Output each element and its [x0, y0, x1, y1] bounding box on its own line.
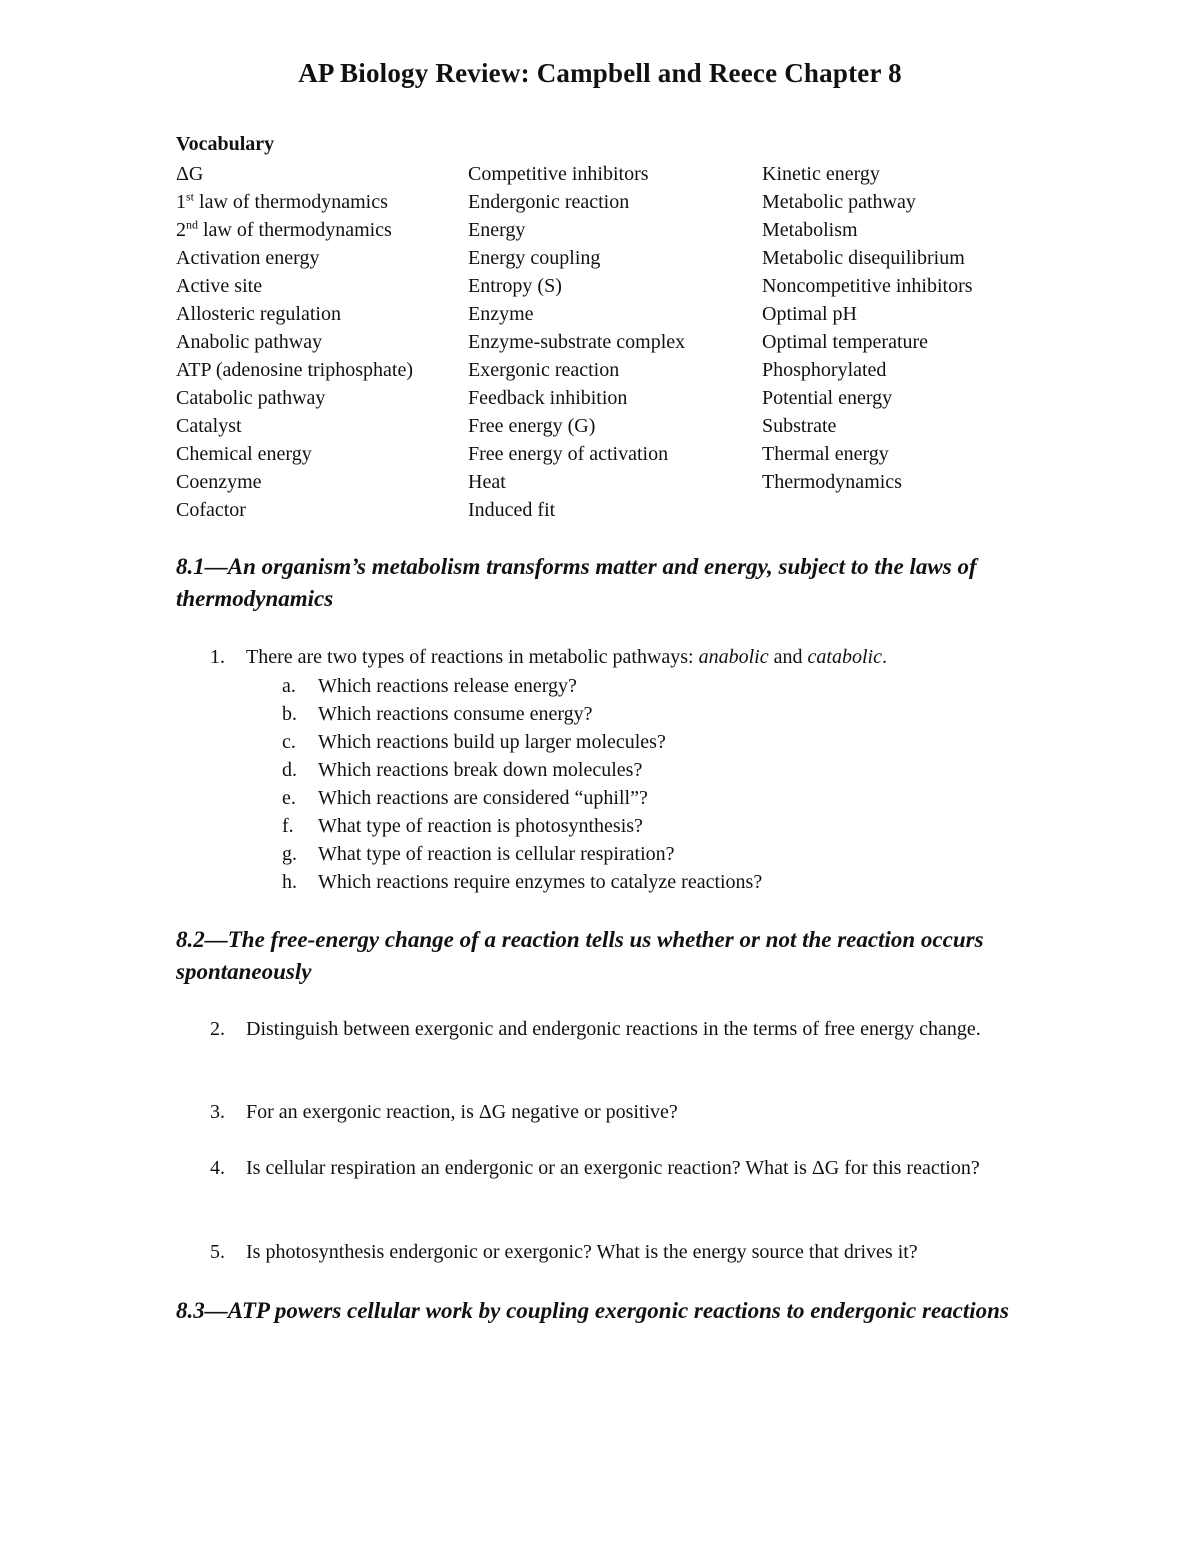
vocab-term: Thermodynamics [762, 471, 902, 493]
vocab-term: Optimal pH [762, 303, 857, 325]
question-2 [210, 1016, 1020, 1043]
question-number: 5. [210, 1241, 225, 1263]
question-5 [210, 1239, 1020, 1266]
vocab-term-first-law: 1st law of thermodynamics [176, 189, 388, 213]
subquestion-d: d. Which reactions break down molecules? [282, 759, 643, 781]
vocab-term: Enzyme [468, 303, 534, 325]
vocab-term: Phosphorylated [762, 359, 887, 381]
section-heading-8-1: 8.1—An organism’s metabolism transforms matter and energy, subject to the laws of thermodynamics [176, 554, 977, 611]
question-text: Distinguish between exergonic and endergonic reactions in the terms of free energy change. [246, 1018, 981, 1040]
section-heading-8-2: 8.2—The free-energy change of a reaction tells us whether or not the reaction occurs spontaneously [176, 927, 984, 984]
subquestion-c: c. Which reactions build up larger molecules? [282, 731, 666, 753]
vocabulary-column-2 [468, 160, 685, 524]
vocab-term-second-law: 2nd law of thermodynamics [176, 217, 392, 241]
vocab-term: Metabolic disequilibrium [762, 247, 965, 269]
vocab-term: Feedback inhibition [468, 387, 628, 409]
vocab-term: Kinetic energy [762, 163, 880, 185]
question-text: There are two types of reactions in metabolic pathways: anabolic and catabolic. [246, 646, 887, 668]
page-title: AP Biology Review: Campbell and Reece Chapter 8 [298, 58, 902, 88]
subquestion-f: f. What type of reaction is photosynthesis? [282, 815, 643, 837]
vocab-term: Competitive inhibitors [468, 163, 649, 185]
vocab-term: Heat [468, 471, 506, 493]
vocab-term: Enzyme-substrate complex [468, 331, 686, 353]
question-1-subquestions [282, 672, 762, 896]
vocab-term: Allosteric regulation [176, 303, 341, 325]
vocab-term: Cofactor [176, 499, 246, 521]
vocabulary-column-1 [176, 160, 413, 524]
vocab-term: Free energy of activation [468, 443, 669, 465]
vocab-term: ATP (adenosine triphosphate) [176, 359, 413, 381]
question-text: Is photosynthesis endergonic or exergonic? What is the energy source that drives it? [246, 1241, 918, 1263]
question-3 [210, 1099, 1020, 1126]
question-number: 3. [210, 1101, 225, 1123]
vocab-term: Potential energy [762, 387, 893, 409]
question-number: 1. [210, 646, 225, 668]
vocab-term: Entropy (S) [468, 275, 562, 297]
vocab-term: Catabolic pathway [176, 387, 326, 409]
vocabulary-heading: Vocabulary [176, 133, 275, 155]
term-anabolic: anabolic [698, 646, 769, 668]
term-catabolic: catabolic [807, 646, 882, 668]
vocab-term: Metabolic pathway [762, 191, 916, 213]
vocab-term: ΔG [176, 163, 204, 185]
subquestion-b: b. Which reactions consume energy? [282, 703, 593, 725]
subquestion-h: h. Which reactions require enzymes to catalyze reactions? [282, 871, 763, 893]
vocab-term: Catalyst [176, 415, 242, 437]
question-text: For an exergonic reaction, is ΔG negative or positive? [246, 1101, 678, 1123]
question-4 [210, 1155, 1020, 1182]
vocab-term: Energy [468, 219, 526, 241]
vocabulary-column-3 [762, 160, 973, 496]
question-number: 4. [210, 1157, 225, 1179]
section-heading-8-3: 8.3—ATP powers cellular work by coupling exergonic reactions to endergonic reactions [176, 1298, 1009, 1323]
question-number: 2. [210, 1018, 225, 1040]
vocab-term: Activation energy [176, 247, 320, 269]
vocab-term: Active site [176, 275, 263, 297]
vocab-term: Induced fit [468, 499, 556, 521]
vocab-term: Substrate [762, 415, 837, 437]
vocab-term: Endergonic reaction [468, 191, 630, 213]
vocab-term: Noncompetitive inhibitors [762, 275, 973, 297]
vocab-term: Coenzyme [176, 471, 262, 493]
vocab-term: Exergonic reaction [468, 359, 620, 381]
subquestion-a: a. Which reactions release energy? [282, 675, 577, 697]
question-text: Is cellular respiration an endergonic or an exergonic reaction? What is ΔG for this reaction? [246, 1157, 980, 1179]
vocab-term: Chemical energy [176, 443, 312, 465]
subquestion-g: g. What type of reaction is cellular respiration? [282, 843, 675, 865]
vocab-term: Thermal energy [762, 443, 889, 465]
question-1 [210, 644, 1020, 671]
subquestion-e: e. Which reactions are considered “uphill”? [282, 787, 648, 809]
vocab-term: Metabolism [762, 219, 858, 241]
vocab-term: Energy coupling [468, 247, 601, 269]
vocab-term: Optimal temperature [762, 331, 929, 353]
vocab-term: Anabolic pathway [176, 331, 323, 353]
vocab-term: Free energy (G) [468, 415, 596, 437]
